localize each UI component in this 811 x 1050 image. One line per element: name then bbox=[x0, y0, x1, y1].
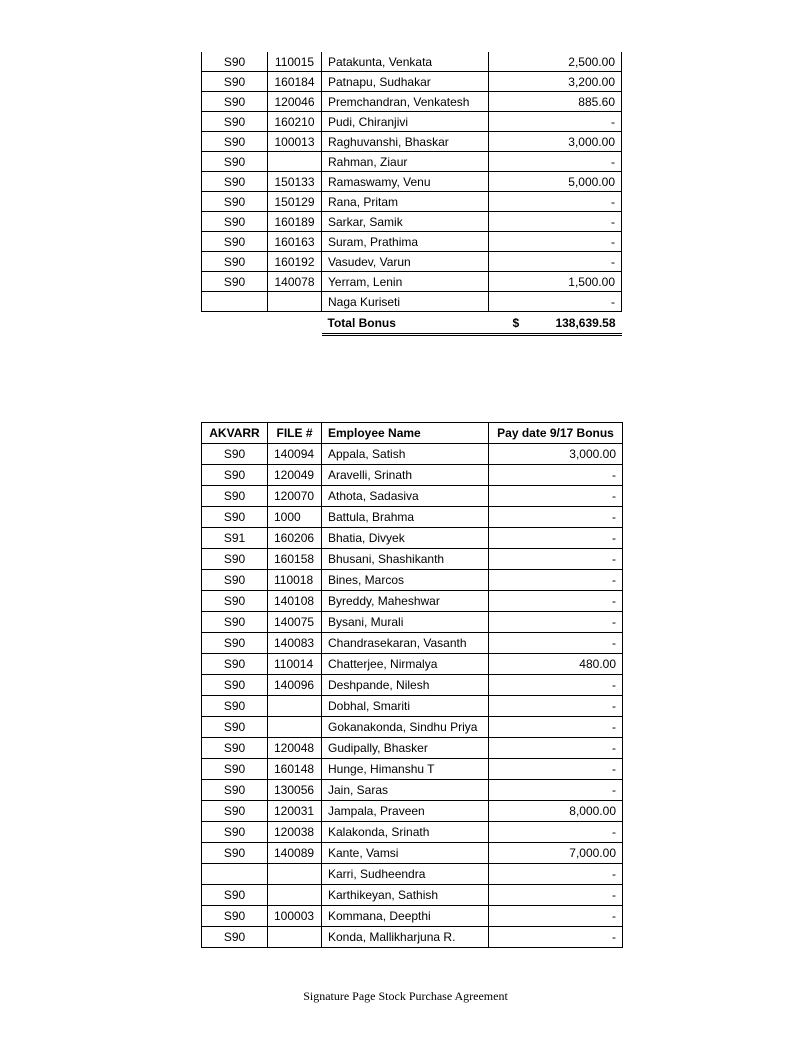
file-number-cell: 150133 bbox=[268, 172, 322, 192]
total-empty-cell bbox=[202, 312, 268, 335]
file-number-cell: 120049 bbox=[268, 465, 322, 486]
file-number-cell: 120070 bbox=[268, 486, 322, 507]
bonus-cell: - bbox=[489, 252, 622, 272]
bonus-cell: - bbox=[489, 486, 623, 507]
akvarr-cell: S90 bbox=[202, 549, 268, 570]
bonus-cell: - bbox=[489, 759, 623, 780]
table-row bbox=[202, 801, 623, 822]
file-number-cell: 160163 bbox=[268, 232, 322, 252]
bonus-cell: 885.60 bbox=[489, 92, 622, 112]
employee-name-cell: Naga Kuriseti bbox=[322, 292, 489, 312]
bonus-cell: - bbox=[489, 507, 623, 528]
akvarr-cell: S90 bbox=[202, 759, 268, 780]
total-amount: 138,639.58 bbox=[555, 315, 616, 330]
table-row bbox=[202, 843, 623, 864]
akvarr-cell: S90 bbox=[202, 486, 268, 507]
file-number-cell bbox=[268, 927, 322, 948]
akvarr-cell: S90 bbox=[202, 717, 268, 738]
employee-name-cell: Gudipally, Bhasker bbox=[322, 738, 489, 759]
file-number-cell: 140078 bbox=[268, 272, 322, 292]
employee-name-cell: Premchandran, Venkatesh bbox=[322, 92, 489, 112]
bonus-cell: - bbox=[489, 591, 623, 612]
akvarr-cell: S90 bbox=[202, 252, 268, 272]
bonus-cell: - bbox=[489, 906, 623, 927]
employee-name-cell: Aravelli, Srinath bbox=[322, 465, 489, 486]
employee-name-cell: Karthikeyan, Sathish bbox=[322, 885, 489, 906]
table-row bbox=[202, 212, 622, 232]
table-row bbox=[202, 444, 623, 465]
file-number-cell: 160210 bbox=[268, 112, 322, 132]
bonus-table-continued-body bbox=[202, 52, 622, 335]
employee-name-cell: Pudi, Chiranjivi bbox=[322, 112, 489, 132]
table-row bbox=[202, 52, 622, 72]
akvarr-cell: S90 bbox=[202, 192, 268, 212]
employee-name-cell: Ramaswamy, Venu bbox=[322, 172, 489, 192]
table-row bbox=[202, 112, 622, 132]
file-number-cell: 120038 bbox=[268, 822, 322, 843]
bonus-cell: - bbox=[489, 738, 623, 759]
table-row bbox=[202, 864, 623, 885]
bonus-cell: - bbox=[489, 112, 622, 132]
header-akvarr: AKVARR bbox=[202, 423, 268, 444]
file-number-cell: 120048 bbox=[268, 738, 322, 759]
akvarr-cell: S90 bbox=[202, 885, 268, 906]
bonus-cell: - bbox=[489, 465, 623, 486]
table-row bbox=[202, 132, 622, 152]
employee-name-cell: Rahman, Ziaur bbox=[322, 152, 489, 172]
header-employee-name: Employee Name bbox=[322, 423, 489, 444]
bonus-cell: 5,000.00 bbox=[489, 172, 622, 192]
table-row bbox=[202, 906, 623, 927]
file-number-cell: 110014 bbox=[268, 654, 322, 675]
table-row bbox=[202, 612, 623, 633]
table-row bbox=[202, 570, 623, 591]
total-empty-cell bbox=[268, 312, 322, 335]
bonus-cell: - bbox=[489, 232, 622, 252]
employee-name-cell: Chatterjee, Nirmalya bbox=[322, 654, 489, 675]
total-label: Total Bonus bbox=[322, 312, 489, 335]
bonus-cell: - bbox=[489, 717, 623, 738]
bonus-table-header bbox=[202, 423, 623, 444]
bonus-cell: 1,500.00 bbox=[489, 272, 622, 292]
bonus-cell: - bbox=[489, 822, 623, 843]
employee-name-cell: Karri, Sudheendra bbox=[322, 864, 489, 885]
akvarr-cell: S90 bbox=[202, 112, 268, 132]
bonus-cell: - bbox=[489, 864, 623, 885]
bonus-cell: - bbox=[489, 212, 622, 232]
akvarr-cell: S90 bbox=[202, 72, 268, 92]
header-row bbox=[202, 423, 623, 444]
akvarr-cell: S90 bbox=[202, 906, 268, 927]
currency-symbol: $ bbox=[512, 315, 520, 330]
akvarr-cell: S90 bbox=[202, 570, 268, 591]
table-row bbox=[202, 272, 622, 292]
akvarr-cell: S90 bbox=[202, 612, 268, 633]
akvarr-cell: S90 bbox=[202, 801, 268, 822]
table-row bbox=[202, 927, 623, 948]
employee-name-cell: Bhatia, Divyek bbox=[322, 528, 489, 549]
file-number-cell: 110018 bbox=[268, 570, 322, 591]
employee-name-cell: Bysani, Murali bbox=[322, 612, 489, 633]
akvarr-cell: S90 bbox=[202, 52, 268, 72]
employee-name-cell: Kante, Vamsi bbox=[322, 843, 489, 864]
bonus-cell: 3,000.00 bbox=[489, 132, 622, 152]
employee-name-cell: Suram, Prathima bbox=[322, 232, 489, 252]
file-number-cell: 160158 bbox=[268, 549, 322, 570]
file-number-cell: 160192 bbox=[268, 252, 322, 272]
file-number-cell bbox=[268, 292, 322, 312]
bonus-cell: - bbox=[489, 633, 623, 654]
akvarr-cell: S90 bbox=[202, 92, 268, 112]
file-number-cell: 120046 bbox=[268, 92, 322, 112]
file-number-cell: 110015 bbox=[268, 52, 322, 72]
table-row bbox=[202, 675, 623, 696]
employee-name-cell: Konda, Mallikharjuna R. bbox=[322, 927, 489, 948]
employee-name-cell: Deshpande, Nilesh bbox=[322, 675, 489, 696]
akvarr-cell bbox=[202, 864, 268, 885]
file-number-cell bbox=[268, 696, 322, 717]
employee-name-cell: Yerram, Lenin bbox=[322, 272, 489, 292]
akvarr-cell: S90 bbox=[202, 212, 268, 232]
table-row bbox=[202, 292, 622, 312]
table-row bbox=[202, 152, 622, 172]
total-amount-cell bbox=[489, 312, 622, 335]
file-number-cell: 120031 bbox=[268, 801, 322, 822]
bonus-cell: 7,000.00 bbox=[489, 843, 623, 864]
bonus-cell: - bbox=[489, 927, 623, 948]
akvarr-cell: S90 bbox=[202, 591, 268, 612]
table-row bbox=[202, 696, 623, 717]
table-row bbox=[202, 486, 623, 507]
header-file-number: FILE # bbox=[268, 423, 322, 444]
akvarr-cell: S90 bbox=[202, 507, 268, 528]
employee-name-cell: Gokanakonda, Sindhu Priya bbox=[322, 717, 489, 738]
table-row bbox=[202, 654, 623, 675]
file-number-cell: 130056 bbox=[268, 780, 322, 801]
header-bonus: Pay date 9/17 Bonus bbox=[489, 423, 623, 444]
total-row bbox=[202, 312, 622, 335]
akvarr-cell: S90 bbox=[202, 696, 268, 717]
bonus-cell: - bbox=[489, 292, 622, 312]
table-row bbox=[202, 465, 623, 486]
file-number-cell: 1000 bbox=[268, 507, 322, 528]
employee-name-cell: Raghuvanshi, Bhaskar bbox=[322, 132, 489, 152]
employee-name-cell: Patakunta, Venkata bbox=[322, 52, 489, 72]
employee-name-cell: Sarkar, Samik bbox=[322, 212, 489, 232]
employee-name-cell: Athota, Sadasiva bbox=[322, 486, 489, 507]
akvarr-cell: S90 bbox=[202, 780, 268, 801]
akvarr-cell: S90 bbox=[202, 132, 268, 152]
bonus-cell: 8,000.00 bbox=[489, 801, 623, 822]
table-row bbox=[202, 72, 622, 92]
table-row bbox=[202, 633, 623, 654]
table-row bbox=[202, 822, 623, 843]
bonus-cell: - bbox=[489, 152, 622, 172]
table-row bbox=[202, 591, 623, 612]
file-number-cell: 140096 bbox=[268, 675, 322, 696]
akvarr-cell: S90 bbox=[202, 675, 268, 696]
employee-name-cell: Battula, Brahma bbox=[322, 507, 489, 528]
file-number-cell: 140108 bbox=[268, 591, 322, 612]
employee-name-cell: Jampala, Praveen bbox=[322, 801, 489, 822]
table-row bbox=[202, 780, 623, 801]
file-number-cell: 140083 bbox=[268, 633, 322, 654]
employee-name-cell: Vasudev, Varun bbox=[322, 252, 489, 272]
employee-name-cell: Appala, Satish bbox=[322, 444, 489, 465]
bonus-cell: - bbox=[489, 612, 623, 633]
table-row bbox=[202, 549, 623, 570]
table-row bbox=[202, 192, 622, 212]
table-row bbox=[202, 717, 623, 738]
akvarr-cell: S91 bbox=[202, 528, 268, 549]
file-number-cell: 160184 bbox=[268, 72, 322, 92]
bonus-cell: 480.00 bbox=[489, 654, 623, 675]
employee-name-cell: Bines, Marcos bbox=[322, 570, 489, 591]
employee-name-cell: Kommana, Deepthi bbox=[322, 906, 489, 927]
page-footer: Signature Page Stock Purchase Agreement bbox=[303, 989, 508, 1003]
bonus-table bbox=[201, 422, 623, 948]
table-row bbox=[202, 528, 623, 549]
bonus-cell: - bbox=[489, 696, 623, 717]
file-number-cell bbox=[268, 885, 322, 906]
bonus-cell: - bbox=[489, 780, 623, 801]
employee-name-cell: Kalakonda, Srinath bbox=[322, 822, 489, 843]
table-row bbox=[202, 172, 622, 192]
employee-name-cell: Chandrasekaran, Vasanth bbox=[322, 633, 489, 654]
bonus-cell: - bbox=[489, 885, 623, 906]
table-row bbox=[202, 232, 622, 252]
file-number-cell: 140075 bbox=[268, 612, 322, 633]
akvarr-cell: S90 bbox=[202, 927, 268, 948]
table-row bbox=[202, 759, 623, 780]
bonus-cell: 2,500.00 bbox=[489, 52, 622, 72]
table-row bbox=[202, 252, 622, 272]
bonus-cell: 3,200.00 bbox=[489, 72, 622, 92]
file-number-cell: 100003 bbox=[268, 906, 322, 927]
employee-name-cell: Rana, Pritam bbox=[322, 192, 489, 212]
file-number-cell bbox=[268, 717, 322, 738]
akvarr-cell: S90 bbox=[202, 654, 268, 675]
file-number-cell: 100013 bbox=[268, 132, 322, 152]
employee-name-cell: Dobhal, Smariti bbox=[322, 696, 489, 717]
akvarr-cell: S90 bbox=[202, 152, 268, 172]
file-number-cell: 160206 bbox=[268, 528, 322, 549]
akvarr-cell: S90 bbox=[202, 465, 268, 486]
bonus-cell: - bbox=[489, 549, 623, 570]
table-row bbox=[202, 738, 623, 759]
bonus-table-continued bbox=[201, 52, 622, 336]
bonus-cell: - bbox=[489, 528, 623, 549]
table-row bbox=[202, 885, 623, 906]
bonus-cell: - bbox=[489, 675, 623, 696]
employee-name-cell: Byreddy, Maheshwar bbox=[322, 591, 489, 612]
table-row bbox=[202, 507, 623, 528]
akvarr-cell bbox=[202, 292, 268, 312]
akvarr-cell: S90 bbox=[202, 843, 268, 864]
employee-name-cell: Jain, Saras bbox=[322, 780, 489, 801]
file-number-cell bbox=[268, 152, 322, 172]
table-row bbox=[202, 92, 622, 112]
akvarr-cell: S90 bbox=[202, 272, 268, 292]
employee-name-cell: Patnapu, Sudhakar bbox=[322, 72, 489, 92]
file-number-cell: 160148 bbox=[268, 759, 322, 780]
bonus-table-body bbox=[202, 444, 623, 948]
akvarr-cell: S90 bbox=[202, 232, 268, 252]
employee-name-cell: Hunge, Himanshu T bbox=[322, 759, 489, 780]
file-number-cell: 160189 bbox=[268, 212, 322, 232]
akvarr-cell: S90 bbox=[202, 738, 268, 759]
akvarr-cell: S90 bbox=[202, 444, 268, 465]
bonus-cell: - bbox=[489, 570, 623, 591]
employee-name-cell: Bhusani, Shashikanth bbox=[322, 549, 489, 570]
file-number-cell bbox=[268, 864, 322, 885]
file-number-cell: 150129 bbox=[268, 192, 322, 212]
bonus-cell: 3,000.00 bbox=[489, 444, 623, 465]
akvarr-cell: S90 bbox=[202, 822, 268, 843]
akvarr-cell: S90 bbox=[202, 172, 268, 192]
file-number-cell: 140094 bbox=[268, 444, 322, 465]
akvarr-cell: S90 bbox=[202, 633, 268, 654]
file-number-cell: 140089 bbox=[268, 843, 322, 864]
bonus-cell: - bbox=[489, 192, 622, 212]
